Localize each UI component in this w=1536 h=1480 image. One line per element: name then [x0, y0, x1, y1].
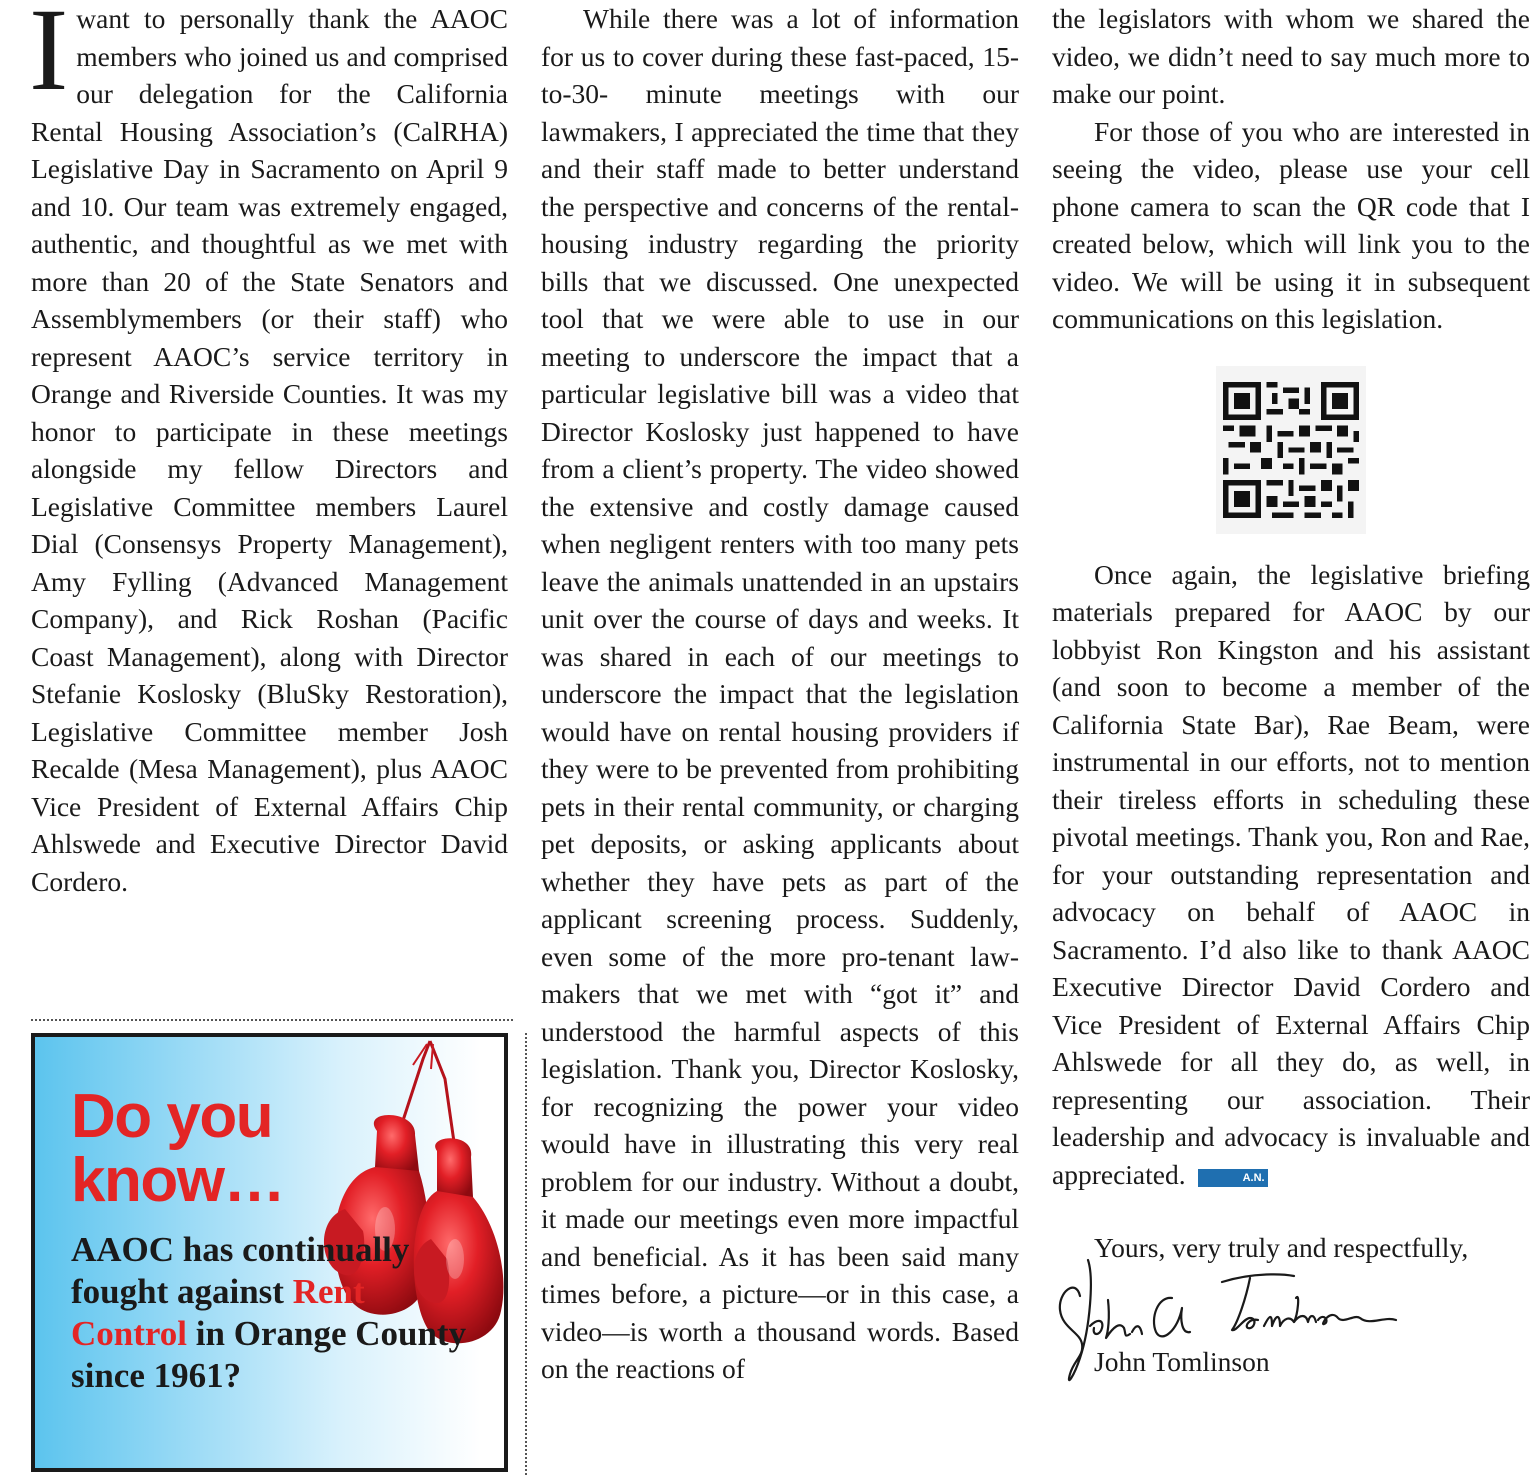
qr-code-container [1052, 366, 1530, 534]
drop-cap: I [29, 0, 69, 115]
ad-divider-top [31, 1019, 513, 1021]
ad-divider-right [525, 1033, 527, 1475]
thanks-paragraph-text: Once again, the legislative briefing materials prepared for AAOC by our lobbyist Ron Kingston and his assistant (and soon to become a member of the California State Bar), Rae Beam, were instrumental in our efforts, not to mention their tireless efforts in scheduling these pivotal meetings. Thank you, Ron and Rae, for your outstanding representation and advocacy on behalf of AAOC in Sacramento. I’d also like to thank AAOC Executive Director David Cordero and Vice President of External Affairs Chip Ahlswede for all they do, as well, in representing our association. Their leadership and advocacy is invaluable and appreciated. [1052, 558, 1530, 1190]
continued-paragraph: the legislators with whom we shared the video, we didn’t need to say much more to make our point. [1052, 3, 1530, 109]
video-paragraph: While there was a lot of information for us to cover during these fast-paced, 15-to-30- minute meetings with our lawmakers, I appreciated the time that they and their staff made to better understand the perspective and concerns of the rental-housing industry regarding the priority bills that we discussed. One unexpected tool that we were able to use in our meeting to underscore the impact that a particular legislative bill was a video that Director Koslosky just happened to have from a client’s property. The video showed the extensive and costly damage caused when negligent renters with too many pets leave the animals unattended in an upstairs unit over the course of days and weeks. It was shared in each of our meetings to underscore the impact that the legislation would have on rental housing providers if they were to be prevented from prohibiting pets in their rental community, or charging pet deposits, or asking applicants about whether they have pets as part of the applicant screening process. Suddenly, even some of the more pro-tenant lawmakers that we met with “got it” and understood the harmful aspects of this legislation. Thank you, Director Koslosky, for recognizing the power your video would have in illustrating this very real problem for our industry. Without a doubt, it made our meetings even more impactful and beneficial. As it has been said many times before, a picture—or in this case, a video—is worth a thousand words. Based on the reactions of [541, 3, 1019, 1384]
intro-paragraph [31, 0, 508, 900]
end-of-article-badge: A.N. [1198, 1169, 1268, 1187]
thanks-paragraph [1052, 556, 1530, 1194]
ad-headline: Do you know… [71, 1082, 284, 1215]
qr-instructions-paragraph: For those of you who are interested in seeing the video, please use your cell phone camera to scan the QR code that I created below, which will link you to the video. We will be using it in subsequent communications on this legislation. [1052, 115, 1530, 334]
signature-name: John Tomlinson [1094, 1346, 1270, 1377]
closing-line: Yours, very truly and respectfully, [1094, 1232, 1469, 1263]
article-column-2 [541, 0, 1019, 1388]
intro-paragraph-text: want to personally thank the AAOC members who joined us and comprised our delegation for the California Rental Housing Association’s (CalRHA) Legislative Day in Sacramento on April 9 and 10. Our team was extremely engaged, authentic, and thoughtful as we met with more than 20 of the State Senators and Assemblymembers (or their staff) who represent AAOC’s service territory in Orange and Riverside Counties. It was my honor to participate in these meetings alongside my fellow Directors and Legislative Committee members Laurel Dial (Consensys Property Management), Amy Fylling (Advanced Management Company), and Rick Roshan (Pacific Coast Management), along with Director Stefanie Koslosky (BluSky Restoration), Legislative Committee member Josh Recalde (Mesa Management), plus AAOC Vice President of External Affairs Chip Ahlswede and Executive Director David Cordero. [31, 3, 508, 897]
qr-code-icon [1223, 382, 1359, 518]
article-column-1 [31, 0, 508, 900]
ad-body [71, 1229, 471, 1397]
ad-body-part1: AAOC has continually fought against [71, 1230, 410, 1311]
article-column-3 [1052, 0, 1530, 1267]
ad-body-part2: in Orange County since 1961? [71, 1314, 467, 1395]
rent-control-ad [31, 1033, 508, 1472]
ad-highlight-rent-control: Rent Control [71, 1272, 365, 1353]
qr-code[interactable] [1216, 366, 1366, 534]
